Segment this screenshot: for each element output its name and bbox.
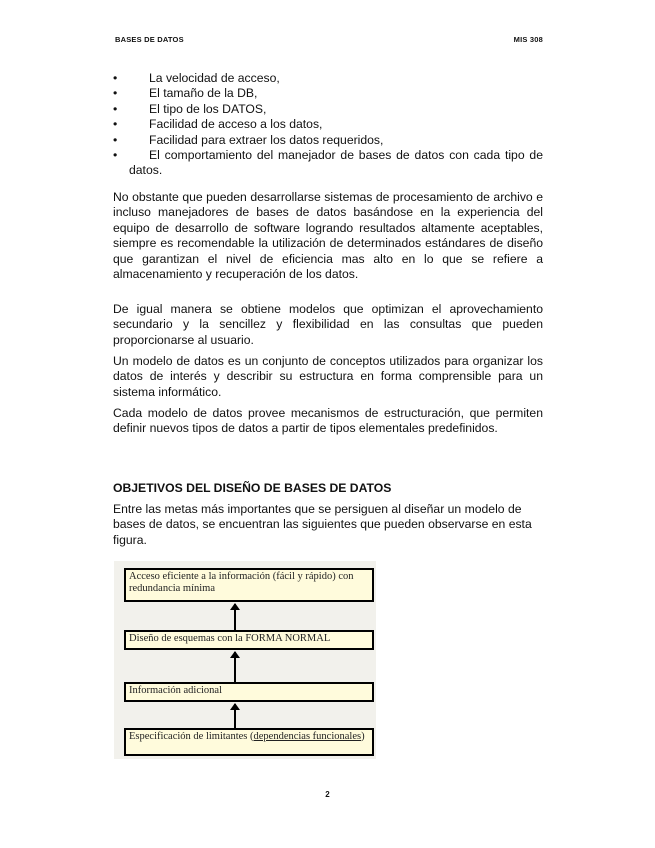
- design-goals-diagram: [114, 561, 376, 759]
- bullet-icon: •: [113, 101, 118, 116]
- functional-dependencies-link: dependencias funcionales: [253, 731, 362, 742]
- diagram-box-efficient-access: Acceso eficiente a la información (fácil y rápido) con redundancia mínima: [124, 568, 374, 602]
- list-item: • El tipo de los DATOS,: [113, 101, 267, 116]
- paragraph-models: De igual manera se obtiene modelos que optimizan el aprovechamiento secundario y la sencillez y flexibilidad en las consultas que pueden proporcionarse al usuario.: [113, 302, 543, 347]
- up-arrow-icon: [234, 652, 236, 682]
- paragraph-structuring: Cada modelo de datos provee mecanismos de estructuración, que permiten definir nuevos tipos de datos a partir de tipos elementales predefinidos.: [113, 406, 543, 436]
- list-item: • Facilidad para extraer los datos requeridos,: [113, 132, 384, 147]
- diagram-box-constraints: Especificación de limitantes (dependencias funcionales): [124, 728, 374, 756]
- list-item: • Facilidad de acceso a los datos,: [113, 117, 323, 132]
- paragraph-data-model-definition: Un modelo de datos es un conjunto de conceptos utilizados para organizar los datos de interés y describir su estructura en forma comprensible para un sistema informático.: [113, 354, 543, 399]
- section-intro: Entre las metas más importantes que se persiguen al diseñar un modelo de bases de datos, se encuentran las siguientes que pueden observarse en esta figura.: [113, 502, 532, 547]
- paragraph-standards: No obstante que pueden desarrollarse sistemas de procesamiento de archivo e incluso manejadores de bases de datos basándose en la experiencia del equipo de desarrollo de software logrando resultados altamente aceptables, siempre es recomendable la utilización de determinados estándares de diseño que garantizan el nivel de eficiencia mas alto en lo que se refiere a almacenamiento y recuperación de los datos.: [113, 190, 543, 282]
- bullet-icon: •: [113, 86, 118, 101]
- bullet-icon: •: [113, 132, 118, 147]
- page-number: 2: [325, 790, 330, 799]
- section-title: OBJETIVOS DEL DISEÑO DE BASES DE DATOS: [113, 481, 392, 495]
- running-header-course: MIS 308: [513, 35, 543, 44]
- list-item: • El tamaño de la DB,: [113, 86, 258, 101]
- diagram-box-normal-form: Diseño de esquemas con la FORMA NORMAL: [124, 630, 374, 650]
- bullet-icon: •: [113, 71, 118, 85]
- up-arrow-icon: [234, 604, 236, 630]
- diagram-box-additional-info: Información adicional: [124, 682, 374, 702]
- list-item: • La velocidad de acceso,: [113, 71, 280, 85]
- running-header-title: BASES DE DATOS: [115, 35, 184, 44]
- criteria-list: [113, 71, 543, 179]
- bullet-icon: •: [113, 117, 118, 132]
- list-item: • El comportamiento del manejador de bases de datos con cada tipo de datos.: [113, 148, 543, 178]
- up-arrow-icon: [234, 704, 236, 728]
- bullet-icon: •: [113, 148, 118, 163]
